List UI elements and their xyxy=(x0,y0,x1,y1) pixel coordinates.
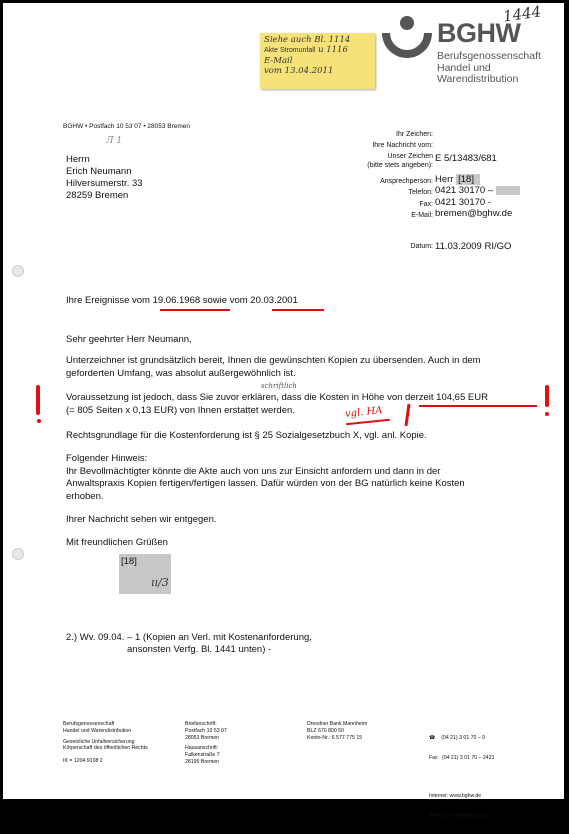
paragraph-line: Ihr Bevollmächtigter könnte die Akte auch von uns zur Einsicht anfordern und dann in der xyxy=(66,465,441,477)
our-reference: E 5/13483/681 xyxy=(435,153,497,164)
signature-mark: ıı/3 xyxy=(151,576,169,589)
underline xyxy=(419,405,537,407)
footer-line: Konto-Nr.: 6 577 775 15 xyxy=(307,734,363,741)
redaction: [18] xyxy=(456,174,480,185)
contact-person xyxy=(435,174,520,185)
paragraph-line: (= 805 Seiten x 0,13 EUR) von Ihnen erstattet werden. xyxy=(66,404,295,416)
email-value: bremen@bghw.de xyxy=(435,207,513,219)
closing: Mit freundlichen Grüßen xyxy=(66,537,168,548)
ref-label: (bitte stets angeben): xyxy=(367,162,433,169)
brand-sub-line: Berufsgenossenschaft xyxy=(437,50,541,62)
letter-page xyxy=(3,2,564,820)
red-exclamation xyxy=(36,385,40,415)
ref-label: Ihr Zeichen: xyxy=(396,131,433,138)
footer-col-org xyxy=(63,721,148,765)
paragraph-line: Voraussetzung ist jedoch, dass Sie zuvor erklären, dass die Kosten in Höhe von derzeit 104,65 EUR xyxy=(66,392,488,403)
underline xyxy=(160,309,230,311)
footer-line: 28195 Bremen xyxy=(185,758,220,765)
bghw-logo-icon xyxy=(379,15,435,67)
disposal-note: ansonsten Verfg. Bl. 1441 unten) - xyxy=(127,644,272,655)
underline xyxy=(272,309,324,311)
red-exclamation xyxy=(545,385,549,407)
date-value: 11.03.2009 RI/GO xyxy=(435,241,512,252)
brand-subtitle xyxy=(437,51,541,86)
address-line: Herrn xyxy=(66,154,90,165)
fax-value: 0421 30170 - xyxy=(435,196,491,208)
paragraph-line: geforderten Umfang, was absolut außergewöhnlich ist. xyxy=(66,367,296,379)
footer-line: ☎ (04 21) 3 01 70 – 0 xyxy=(429,734,486,741)
underline xyxy=(346,419,390,426)
footer-col-address xyxy=(185,721,227,766)
redaction-label: [18] xyxy=(121,556,137,567)
footer-line: E-Mail: bremen@bghw.de xyxy=(429,813,489,820)
sticky-note-text xyxy=(264,35,350,76)
sticky-line-print: Akte Stromunfall xyxy=(264,47,316,54)
ref-label: Ansprechperson: xyxy=(380,178,433,185)
brand-sub-line: Warendistribution xyxy=(437,73,519,85)
footer-line: Fax (04 21) 3 01 70 – 2421 xyxy=(429,754,495,761)
paragraph: Rechtsgrundlage für die Kostenforderung ist § 25 Sozialgesetzbuch X, vgl. anl. Kopie. xyxy=(66,430,427,441)
sticky-note xyxy=(260,33,375,89)
red-exclamation-dot xyxy=(545,412,549,416)
sticky-line-hand: u 1116 xyxy=(318,45,348,55)
recipient-address xyxy=(66,154,143,202)
punch-hole xyxy=(12,548,24,560)
handwritten-note: schriftlich xyxy=(261,382,297,390)
sticky-line: E-Mail xyxy=(264,56,293,66)
footer-line: Handel und Warendistribution xyxy=(63,727,132,734)
footer-line: 28053 Bremen xyxy=(185,734,220,741)
ref-label: Telefon: xyxy=(408,189,433,197)
footer-col-contact xyxy=(429,721,494,834)
ref-label: Fax: xyxy=(419,200,433,208)
footer-line: Falkenstraße 7 xyxy=(185,752,220,759)
footer-line: IK = 1204 9108 2 xyxy=(63,758,103,765)
greeting: Sehr geehrter Herr Neumann, xyxy=(66,334,192,345)
address-line: 28259 Bremen xyxy=(66,190,129,201)
contact-person-title: Herr xyxy=(435,174,454,185)
sticky-line xyxy=(264,45,350,56)
sticky-line: vom 13.04.2011 xyxy=(264,66,334,76)
ref-label: E-Mail: xyxy=(411,211,433,219)
footer-line: Dresdner Bank Mannheim xyxy=(307,721,368,727)
sender-line: BGHW • Postfach 10 53 07 • 28053 Bremen xyxy=(63,123,191,130)
sticky-line: Siehe auch Bl. 1114 xyxy=(264,35,351,45)
address-line: Hilversumerstr. 33 xyxy=(66,178,143,189)
footer-line: BLZ 670 800 50 xyxy=(307,727,344,734)
contact-labels xyxy=(333,176,433,221)
ref-label: Ihre Nachricht vom: xyxy=(372,142,433,149)
recipient-mark: Л 1 xyxy=(106,136,123,146)
subject-line: Ihre Ereignisse vom 19.06.1968 sowie vom 20.03.2001 xyxy=(66,295,298,306)
paragraph xyxy=(66,355,481,380)
contact-values xyxy=(435,174,520,219)
footer-line: Briefanschrift: xyxy=(185,721,217,727)
telefon-value: 0421 30170 – xyxy=(435,185,494,197)
footer-line: Internet: www.bghw.de xyxy=(429,792,482,799)
date-label: Datum: xyxy=(410,243,433,250)
footer-line: Berufsgenossenschaft xyxy=(63,721,115,727)
footer-line: Gesetzliche Unfallversicherung xyxy=(63,738,135,745)
brand-sub-line: Handel und xyxy=(437,61,491,74)
redaction xyxy=(496,186,520,195)
paragraph-line: Anwaltspraxis Kopien fertigen/fertigen lassen. Dafür würden von der BG natürlich keine Kosten xyxy=(66,478,465,489)
footer-line: Postfach 10 53 07 xyxy=(185,727,227,734)
telefon xyxy=(435,185,520,196)
disposal-note: 2.) Wv. 09.04. – 1 (Kopien an Verl. mit Kostenanforderung, xyxy=(66,632,312,643)
red-exclamation-dot xyxy=(37,419,41,423)
footer-spacer xyxy=(429,775,494,779)
paragraph xyxy=(66,453,465,503)
reference-labels xyxy=(333,130,433,170)
paragraph: Ihrer Nachricht sehen wir entgegen. xyxy=(66,514,217,525)
handwritten-note: vgl. HA xyxy=(344,405,384,420)
paragraph-line: Folgender Hinweis: xyxy=(66,453,148,464)
page-number: 1444 xyxy=(501,2,543,26)
footer-line: Hausanschrift: xyxy=(185,745,219,752)
footer-col-bank xyxy=(307,721,367,741)
paragraph-line: Unterzeichner ist grundsätzlich bereit, Ihnen die gewünschten Kopien zu übersenden. Auch in dem xyxy=(66,355,481,366)
ref-label: Unser Zeichen xyxy=(387,153,433,160)
punch-hole xyxy=(12,265,24,277)
footer-line: Körperschaft des öffentlichen Rechts xyxy=(63,745,148,752)
paragraph-line: erhoben. xyxy=(66,490,104,502)
address-line: Erich Neumann xyxy=(66,166,132,177)
brand-name: BGHW xyxy=(437,18,521,48)
